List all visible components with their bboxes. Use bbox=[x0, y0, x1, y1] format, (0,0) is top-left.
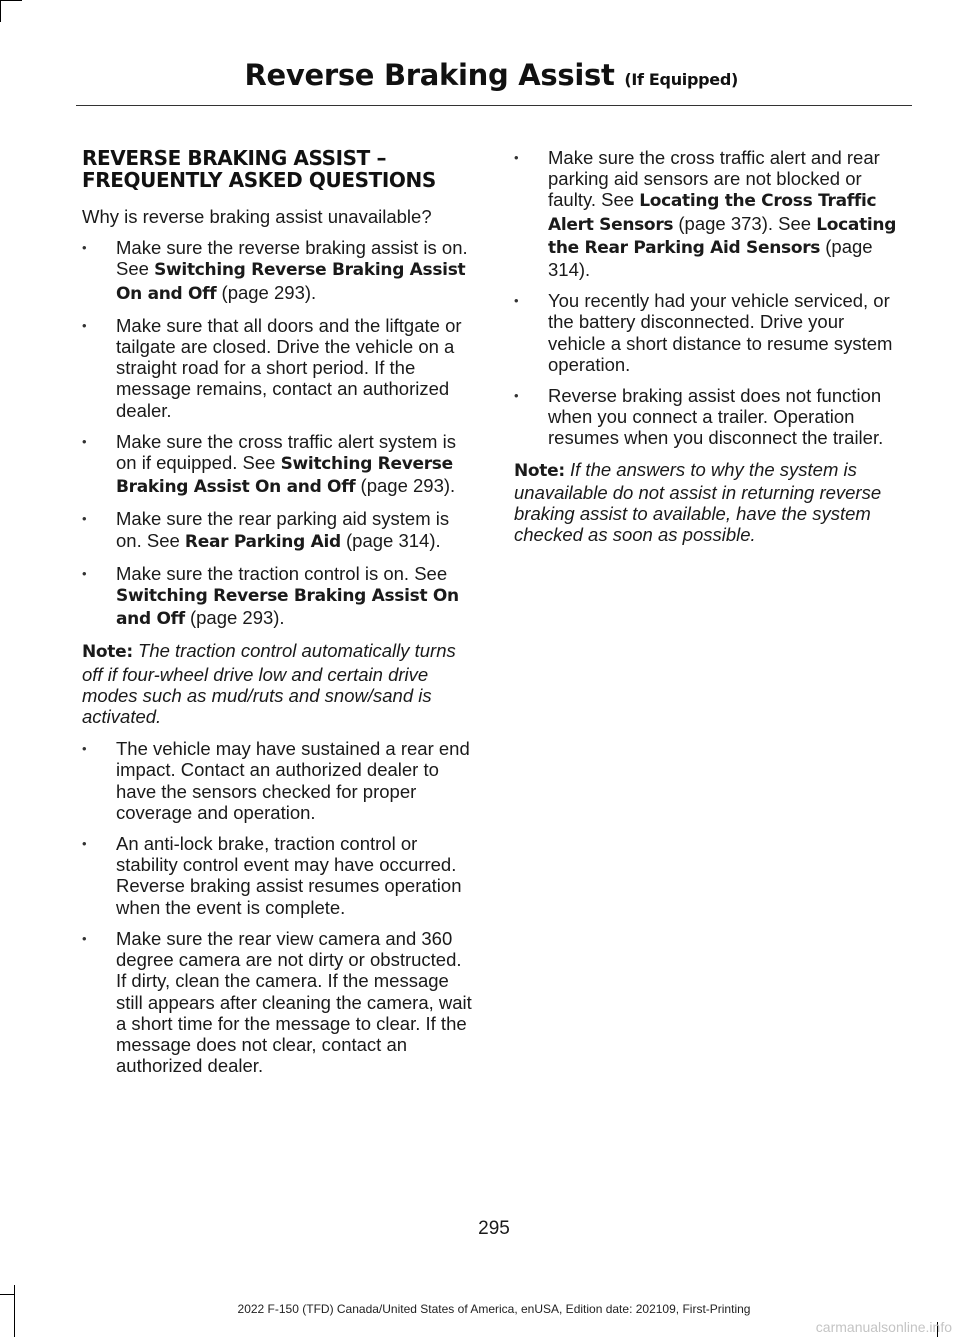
page-reference: (page 293). bbox=[216, 281, 317, 303]
right-column bbox=[514, 147, 906, 556]
note-label: Note: bbox=[82, 642, 133, 663]
cross-reference-link[interactable]: Locating the Rear Parking Aid Sensors bbox=[548, 214, 897, 258]
page-reference: (page 293). bbox=[184, 607, 285, 629]
cross-reference-link[interactable]: Rear Parking Aid bbox=[184, 531, 341, 552]
item-text: Make sure the cross traffic alert system is on if equipped. See bbox=[116, 430, 456, 474]
question-text: Why is reverse braking assist unavailable? bbox=[82, 206, 432, 227]
bullet-list bbox=[82, 738, 474, 1076]
note-text: If the answers to why the system is unavailable do not assist in returning reverse braking assist to available, have the system checked as soon as possible. bbox=[514, 458, 882, 546]
item-text: An anti-lock brake, traction control or stability control event may have occurred. Reverse braking assist resumes operation when the event is complete. bbox=[116, 833, 462, 918]
left-column bbox=[82, 147, 474, 1086]
crop-mark bbox=[0, 0, 1, 22]
item-text: Make sure the cross traffic alert and rear parking aid sensors are not blocked or faulty. See bbox=[548, 147, 880, 211]
list-item bbox=[82, 315, 474, 421]
list-item bbox=[82, 833, 474, 918]
note bbox=[514, 459, 906, 546]
item-text: You recently had your vehicle serviced, or the battery disconnected. Drive your vehicle a short distance to resume system operation. bbox=[548, 290, 893, 375]
cross-reference-link[interactable]: Switching Reverse Braking Assist On and Off bbox=[116, 586, 459, 630]
note-label: Note: bbox=[514, 460, 565, 481]
bullet-list bbox=[514, 147, 906, 449]
item-text: Reverse braking assist does not function when you connect a trailer. Operation resumes when you disconnect the trailer. bbox=[548, 385, 884, 449]
page-reference: (page 314). bbox=[548, 235, 873, 281]
list-item bbox=[82, 508, 474, 552]
bullet-list bbox=[82, 237, 474, 630]
footer-edition-info: 2022 F-150 (TFD) Canada/United States of America, enUSA, Edition date: 202109, First-Printing bbox=[237, 1302, 751, 1316]
section-heading bbox=[82, 147, 474, 191]
cross-reference-link[interactable]: Switching Reverse Braking Assist On and Off bbox=[116, 260, 466, 304]
item-text: Make sure the rear view camera and 360 degree camera are not dirty or obstructed. If dirty, clean the camera. If the message still appears after cleaning the camera, wait a short time for the message to clear. If the message does not clear, contact an authorized dealer. bbox=[116, 927, 472, 1077]
item-text: Make sure the traction control is on. See bbox=[116, 562, 448, 584]
note-text: The traction control automatically turns off if four-wheel drive low and certain drive modes such as mud/ruts and snow/sand is activated. bbox=[82, 640, 456, 728]
page-number: 295 bbox=[478, 1218, 510, 1239]
list-item bbox=[82, 738, 474, 823]
list-item bbox=[82, 237, 474, 305]
header-title: Reverse Braking Assist bbox=[244, 58, 615, 92]
crop-mark bbox=[0, 1294, 14, 1295]
list-item bbox=[82, 563, 474, 631]
page-reference: (page 373). See bbox=[673, 212, 817, 234]
item-text: The vehicle may have sustained a rear end impact. Contact an authorized dealer to have the sensors checked for proper coverage and operation. bbox=[116, 738, 470, 823]
cross-reference-link[interactable]: Locating the Cross Traffic Alert Sensors bbox=[548, 191, 877, 235]
list-item bbox=[514, 385, 906, 449]
header-subtitle: (If Equipped) bbox=[624, 70, 738, 89]
item-text: Make sure the rear parking aid system is on. See bbox=[116, 508, 450, 551]
list-item bbox=[82, 928, 474, 1076]
section-heading-line2: FREQUENTLY ASKED QUESTIONS bbox=[82, 168, 436, 192]
list-item bbox=[514, 290, 906, 375]
section-heading-line1: REVERSE BRAKING ASSIST – bbox=[82, 146, 387, 170]
page-reference: (page 293). bbox=[355, 475, 456, 497]
cross-reference-link[interactable]: Switching Reverse Braking Assist On and Off bbox=[116, 454, 453, 498]
header-divider bbox=[76, 105, 912, 106]
page-header bbox=[244, 58, 738, 92]
crop-mark bbox=[0, 0, 22, 1]
watermark: carmanualsonline.info bbox=[815, 1319, 952, 1335]
list-item bbox=[82, 431, 474, 499]
note bbox=[82, 640, 474, 727]
item-text: Make sure the reverse braking assist is on. See bbox=[116, 237, 468, 280]
list-item bbox=[514, 147, 906, 280]
item-text: Make sure that all doors and the liftgate or tailgate are closed. Drive the vehicle on a straight road for a short period. If the message remains, contact an authorized dealer. bbox=[116, 314, 462, 421]
page-reference: (page 314). bbox=[340, 529, 441, 551]
